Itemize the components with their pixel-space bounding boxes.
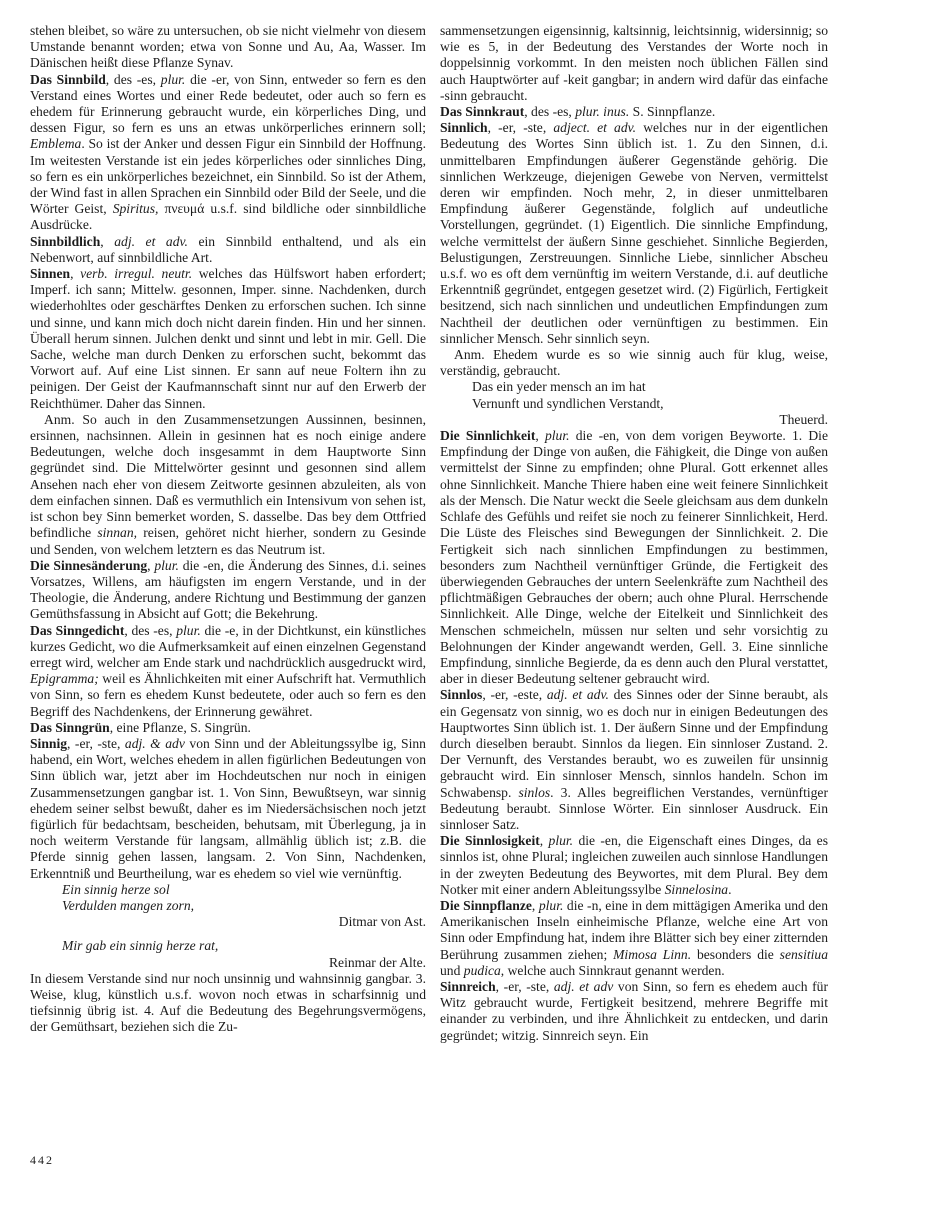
text-run: welches das Hülfswort haben erfordert; Imperf. ich sann; Mittelw. gesonnen, Imper. sinne. Nachdenken, durch wiederhohltes oder geschärftes Denken zu erforschen suchen. Ich sinne und sinne, und kann mich doch nicht darein finden. Hin und her sinnen. Überall herum sinnen. Julchen denkt und sinnt und lebt in mir. Gell. Die Sache, welche man durch Denken zu erforschen sucht, bekommt das Vorwort auf. Auf eine List sinnen. Er sann auf neue Foltern ihn zu peinigen. Der Geist der Kaufmannschaft sinnt nur auf den Erwerb der Reichthümer. Daher das Sinnen. [30,266,426,411]
entry-note [30,412,426,558]
dictionary-entry [30,720,426,736]
italic-run: sensitiua [779,946,829,962]
text-run: Anm. Ehedem wurde es so wie sinnig auch für klug, weise, verständig, gebraucht. [440,347,828,379]
text-run: die -e, in der Dichtkunst, ein künstliches kurzes Gedicht, wo die Aufmerksamkeit auf einen einzelnen Gegenstand erregt wird, welcher am Ende stark und nachdrücklich ausgedruckt wird, [30,622,426,670]
text-run: In diesem Verstande sind nur noch unsinnig und wahnsinnig gangbar. 3. Weise, klug, künstlich u.s.f. wovon noch etwas in scharfsinnig und tiefsinnig übrig ist. 4. Auf die Bedeutung des Begehrungsvermögens, der Gemüthsart, beziehen sich die Zu- [30,970,426,1035]
right-column [440,23,828,1044]
italic-run: plur. [548,833,574,849]
headword: Sinnbildlich [30,233,101,249]
dictionary-entry [440,687,828,833]
italic-run: Spiritus, [112,201,159,217]
italic-run: verb. irregul. neutr. [80,266,193,282]
italic-run: plur. inus. [575,104,630,120]
italic-run: plur. [160,71,186,87]
dictionary-entry [30,234,426,266]
verse-attribution: Theuerd. [779,411,828,427]
text-run: . [728,881,732,897]
headword: Die Sinnesänderung [30,557,148,573]
verse-attribution: Ditmar von Ast. [338,914,426,930]
verse-line: Vernunft und syndlichen Verstandt, [472,395,664,411]
text-run: die -en, von dem vorigen Beyworte. 1. Die Empfindung der Dinge von außen, die Fähigkeit, die Dinge von außen vermittelst der Sinne zu empfinden; ohne Plural. Gott erkennet alles ohne Sinnlichkeit. Manche Thiere haben eine weit feinere Sinnlichkeit als der Mensch. Die Natur weckt die Seele gleichsam aus dem dunkeln Schlafe des Gefühls und reifet sie noch zu feinerer Sinnlichkeit, Herd. Die Lüste des Fleisches sind Bewegungen der Sinnlichkeit. 2. Die Fertigkeit sich nach sinnlichen Empfindungen zu bestimmen, besonders zum Nachtheil vernünftiger Gründe, die Fertigkeit des überwiegenden Gebrauches der untern Seelenkräfte zum Nachtheil des pflichtmäßigen Gebrauches der obern; auch ohne Plural. Herrschende Sinnlichkeit. Alle Dinge, welche der Eitelkeit und Sinnlichkeit des Menschen schmeicheln, müssen nur selten und sehr vorsichtig zu Belohnungen der Kinder angewandt werden, Gell. 3. Eine sinnliche Empfindung, sinnliche Begierde, da es denn auch den Plural verstattet, aber in dieser Bedeutung seltener gebraucht wird. [440,428,828,687]
text-run: weil es Ähnlichkeiten mit einer Aufschrift hat. Vermuthlich von Sinn, so fern es ehedem Kunst bedeutete, oder auch so fern es den Begriff des Nachdenkens, der Erinnerung gewähret. [30,671,426,719]
headword: Sinnlos [440,687,483,703]
text-run: , -er, -ste, [495,978,554,994]
text-run: , des -es, [124,622,177,638]
verse-line: Verdulden mangen zorn, [62,897,195,913]
headword: Sinnen [30,266,71,282]
text-run: , -er, -ste, [487,120,554,136]
verse-line: Mir gab ein sinnig herze rat, [62,938,219,954]
page-number: 442 [30,1153,54,1167]
headword: Sinnlich [440,120,488,136]
italic-run: sinlos [518,784,551,800]
dictionary-entry [440,898,828,979]
text-run: Anm. So auch in den Zusammensetzungen Aussinnen, besinnen, ersinnen, nachsinnen. Allein in gesinnen hat es noch einige andere Bedeutungen, welche doch insgesammt in dem Hauptworte Sinn gegründet sind. Die Mittelwörter gesinnt und gesonnen sind allem Ansehen nach eher von diesem Zeitworte gesinnen abzuleiten, als von dem einfachen sinnen. Daß es vermuthlich ein Intensivum von sehen ist, ist schon bey Sinn bemerket worden, S. dasselbe. Das bey dem Ottfried befindliche [30,411,426,541]
text-run: die -n, eine in dem mittägigen Amerika und den Amerikanischen Inseln einheimische Pflanze, welche eine Art von Sinn oder Empfindung hat, indem ihre Blätter sich bey einer zitternden Berührung zusammen ziehen; [440,897,829,962]
headword: Das Sinnkraut [440,104,525,120]
dictionary-entry [440,979,828,1044]
italic-run: Emblema [30,136,82,152]
italic-run: Sinnelosina [664,881,729,897]
dictionary-entry [30,736,426,882]
text-run: πνευμά u.s.f. sind bildliche oder sinnbildliche Ausdrücke. [30,201,426,233]
text-run: , [100,233,115,249]
continuation-paragraph [440,23,828,104]
text-run: besonders die [691,946,780,962]
italic-run: plur. [154,557,179,573]
text-run: reisen, gehöret nicht hierher, sondern zu Gesinde und Senden, von welchem letztern es das Neutrum ist. [30,525,426,557]
text-run: , [70,266,81,282]
dictionary-entry [440,104,828,120]
text-run: , eine Pflanze, S. Singrün. [109,719,251,735]
text-run: , [539,833,549,849]
headword: Sinnreich [440,978,496,994]
headword: Das Sinnbild [30,71,106,87]
verse-attribution: Reinmar der Alte. [328,954,426,970]
text-run: , -er, -ste, [67,735,125,751]
verse-line: Ein sinnig herze sol [62,881,170,897]
text-run: welches nur in der eigentlichen Bedeutung des Wortes Sinn üblich ist. 1. Zu den Sinnen, d.i. unmittelbaren Empfindungen äußerer Gegenstände gehörig. Die sinnlichen Werkzeuge, diejenigen Gewebe von Nerven, vermittelst deren wir empfinden. Noch mehr, 2, in dieser unmittelbaren Empfindung äußerer Gegenstände, folglich auf undeutliche Vorstellungen, gegründet. (1) Eigentlich. Die sinnliche Empfindung, welche vermittelst der äußern Sinne geschiehet. Sinnliche Begierden, Belustigungen, Zerstreuungen. Sinnliche Liebe, sinnlicher Abscheu u.s.f. wo es oft dem vernünftig im weitern Verstande, d.i. auf deutliche Erkenntniß gegründet, entgegen gesetzet wird. (2) Figürlich, Fertigkeit besitzend, sich nach sinnlichen und undeutlichen Empfindungen zum Nachtheil der deutlichen oder vernünftigen zu bestimmen. Ein sinnlicher Mensch. Sehr sinnlich seyn. [440,120,828,346]
text-run: die -en, die Änderung des Sinnes, d.i. seines Vorsatzes, Willens, am häufigsten im engern Verstande, und in der Theologie, die Änderung, andere Richtung und Bestimmung der ganzen Gemüthsfassung in Absicht auf Gott; die Bekehrung. [30,557,426,622]
text-run: , -er, -este, [482,687,547,703]
text-run: , welche auch Sinnkraut genannt werden. [500,962,725,978]
headword: Das Sinngedicht [30,622,125,638]
verse-line: Das ein yeder mensch an im hat [472,379,646,395]
continuation-paragraph [30,971,426,1036]
headword: Die Sinnlosigkeit [440,833,540,849]
headword: Sinnig [30,735,68,751]
text-run: die -er, von Sinn, entweder so fern es den Verstand eines Wortes und einer Rede bedeutet, oder auch so fern es ehedem für Erinnerung gebraucht wurde, ein körperliches Ding, und dessen Figur, so fern es uns an etwas unkörperliches erinnern soll; [30,71,427,136]
italic-run: adj. et adv. [114,233,188,249]
text-run: des Sinnes oder der Sinne beraubt, als ein Gegensatz von sinnig, wo es doch nur in einigen Bedeutungen des Hauptwortes Sinn üblich ist. 1. Der äußern Sinne und der Empfindung durch dieselben beraubt. Sinnlos da liegen. Ein sinnloser Zustand. 2. Der Vernunft, des Verstandes beraubt, wo es zuweilen für unsinnig gebraucht wird. Ein sinnloser Mensch, sinnlos handeln. Schon im Schwabensp. [440,687,828,800]
italic-run: pudica [463,962,501,978]
continuation-paragraph [30,23,426,72]
text-run: von Sinn, so fern es ehedem auch für Witz gebraucht wurde, Fertigkeit besitzend, mehrere Begriffe mit einander zu verbinden, und ihre Ähnlichkeit zu entdecken, und darin gegründet; witzig. Sinnreich seyn. Ein [440,978,828,1043]
italic-run: plur. [544,428,570,444]
dictionary-entry [30,72,426,234]
text-run: stehen bleibet, so wäre zu untersuchen, ob sie nicht vielmehr von diesem Umstande benannt worden; etwa von Sonne und Au, Aa, Wasser. Im Dänischen heißt diese Pflanze Synav. [30,23,426,71]
headword: Die Sinnpflanze [440,897,532,913]
text-run: . 3. Alles begreiflichen Verstandes, vernünftiger Bedeutung beraubt. Sinnlose Wörter. Ein sinnloser Ausdruck. Ein sinnloser Satz. [440,784,828,832]
text-run: sammensetzungen eigensinnig, kaltsinnig, leichtsinnig, widersinnig; so wie es 5, in der Bedeutung des Verstandes der Worte noch in doppelsinnig vorkommt. In den meisten noch üblichen Fällen sind auch Hauptwörter auf -keit gangbar; in andern wird dafür das einfache -sinn gebraucht. [440,23,828,103]
dictionary-entry [30,623,426,720]
dictionary-entry [440,833,828,898]
italic-run: adj. et adv [553,978,614,994]
italic-run: adject. et adv. [553,120,637,136]
dictionary-entry [30,558,426,623]
entry-note [440,347,828,379]
text-run: ein Sinnbild enthaltend, und als ein Nebenwort, auf sinnbildliche Art. [30,233,426,265]
italic-run: sinnan, [97,525,138,541]
text-run: , [147,557,155,573]
dictionary-entry [30,266,426,412]
text-run: , [535,428,545,444]
italic-run: plur. [538,897,564,913]
italic-run: adj. et adv. [546,687,609,703]
italic-run: plur. [176,622,201,638]
text-run: und [440,962,464,978]
text-run: S. Sinnpflanze. [629,104,716,120]
dictionary-entry [440,120,828,347]
dictionary-entry [440,428,828,687]
italic-run: Epigramma; [30,671,99,687]
left-column [30,23,426,1036]
headword: Das Sinngrün [30,719,110,735]
text-run: , [531,897,539,913]
italic-run: Mimosa Linn. [613,946,692,962]
italic-run: adj. & adv [124,735,185,751]
headword: Die Sinnlichkeit [440,428,536,444]
text-run: von Sinn und der Ableitungssylbe ig, Sinn habend, ein Wort, welches ehedem in allen figürlichen Bedeutungen von Sinn üblich war, jetzt aber im Hochdeutschen nur noch in einigen Zusammensetzungen gangbar ist. 1. Von Sinn, Bewußtseyn, war sinnig ehedem seiner selbst bewußt, daher es im Niedersächsischen noch jetzt figürlich für bedachtsam, bescheiden, behutsam, mit Überlegung, ja in noch weiterm Verstande für langsam, allmählig üblich ist; z.B. die Pferde sinnig gehen lassen, langsam. 2. Von Sinn, Nachdenken, Erkenntniß und Beurtheilung, war es ehedem so viel wie vernünftig. [30,735,426,881]
text-run: . So ist der Anker und dessen Figur ein Sinnbild der Hoffnung. Im weitesten Verstande ist ein jedes körperliches oder sinnliches Ding, so fern es ein unkörperliches bezeichnet, ein Sinnbild. So ist der Athem, der Wind fast in allen Sprachen ein Sinnbild oder Bild der Seele, und die Wörter Geist, [30,136,426,217]
text-run: , des -es, [105,71,161,87]
text-run: die -en, die Eigenschaft eines Dinges, da es sinnlos ist, ohne Plural; ingleichen zuweilen auch sinnlose Handlungen in der zweyten Bedeutung des Beywortes, mit dem Plural. Bey dem Notker mit einer andern Ableitungssylbe [440,833,828,897]
text-run: , des -es, [524,104,576,120]
